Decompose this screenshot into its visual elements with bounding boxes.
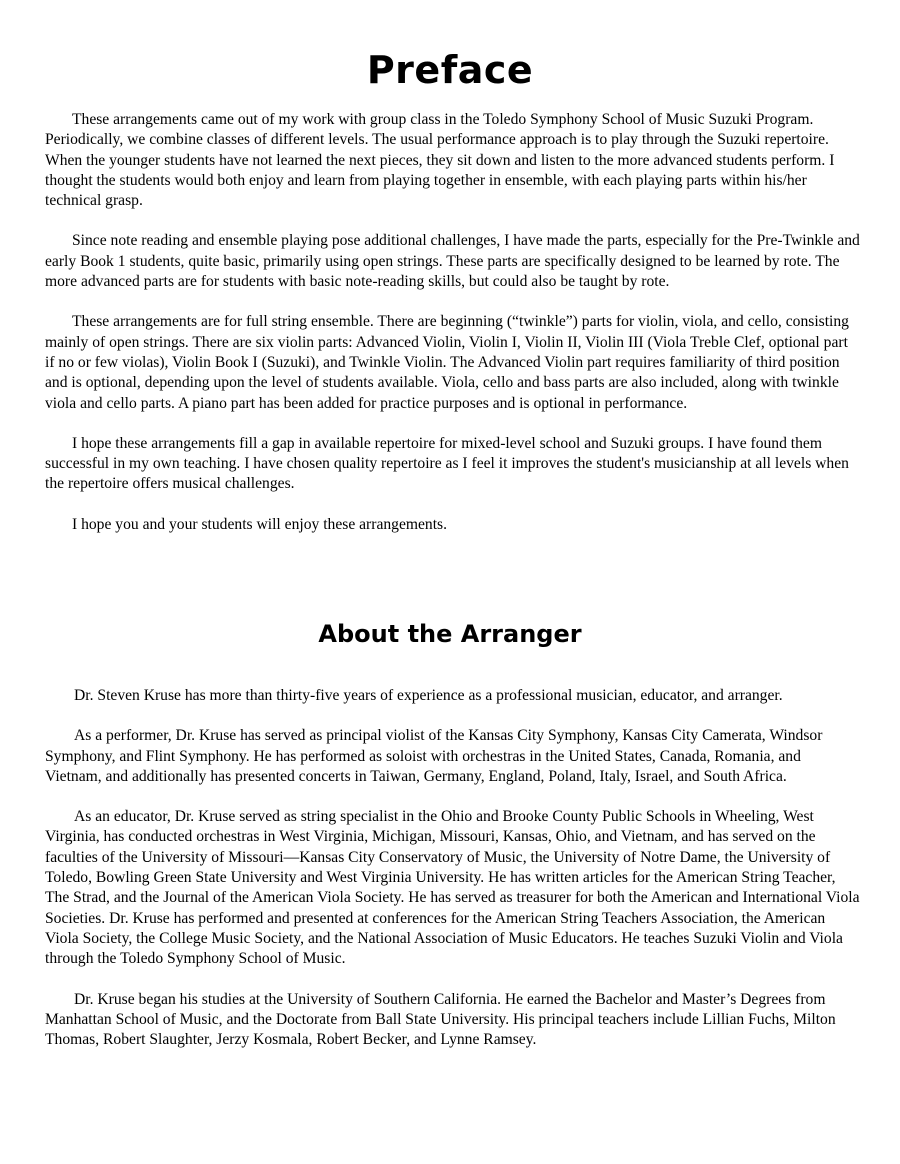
preface-paragraph: These arrangements are for full string ensemble. There are beginning (“twinkle”) parts for violin, viola, and cello, consisting mainly of open strings. There are six violin parts: Advanced Violin, Violin I, Violin II, Violin III (Viola Treble Clef, optional part if no or few violas), Violin Book I (Suzuki), and Twinkle Violin. The Advanced Violin part requires familiarity of third position and is optional, depending upon the level of students available. Viola, cello and bass parts are also included, along with twinkle viola and cello parts. A piano part has been added for practice purposes and is optional in performance. bbox=[45, 313, 849, 412]
preface-paragraph: These arrangements came out of my work with group class in the Toledo Symphony School of Music Suzuki Program. Periodically, we combine classes of different levels. The usual performance approach is to play through the Suzuki repertoire. When the younger students have not learned the next pieces, they sit down and listen to the more advanced students perform. I thought the students would both enjoy and learn from playing together in ensemble, with each playing parts within his/her technical grasp. bbox=[45, 111, 835, 210]
preface-paragraph: I hope these arrangements fill a gap in available repertoire for mixed-level school and Suzuki groups. I have found them successful in my own teaching. I have chosen quality repertoire as I feel it improves the student's musicianship at all levels when the repertoire offers musical challenges. bbox=[45, 434, 849, 493]
preface-title: Preface bbox=[366, 48, 534, 92]
arranger-title: About the Arranger bbox=[318, 620, 582, 648]
arranger-paragraph: As a performer, Dr. Kruse has served as principal violist of the Kansas City Symphony, Kansas City Camerata, Windsor Symphony, and Flint Symphony. He has performed as soloist with orchestras in the United States, Canada, Romania, and Vietnam, and additionally has presented concerts in Taiwan, Germany, England, Poland, Italy, Israel, and South Africa. bbox=[45, 727, 823, 785]
preface-body bbox=[45, 110, 861, 555]
arranger-body bbox=[45, 686, 861, 1070]
arranger-paragraph: Dr. Kruse began his studies at the University of Southern California. He earned the Bachelor and Master’s Degrees from Manhattan School of Music, and the Doctorate from Ball State University. His principal teachers include Lillian Fuchs, Milton Thomas, Robert Slaughter, Jerzy Kosmala, Robert Becker, and Lynne Ramsey. bbox=[45, 990, 836, 1049]
preface-paragraph: I hope you and your students will enjoy these arrangements. bbox=[72, 515, 448, 533]
arranger-paragraph: Dr. Steven Kruse has more than thirty-five years of experience as a professional musician, educator, and arranger. bbox=[74, 687, 783, 704]
arranger-paragraph: As an educator, Dr. Kruse served as string specialist in the Ohio and Brooke County Public Schools in Wheeling, West Virginia, has conducted orchestras in West Virginia, Michigan, Missouri, Kansas, Ohio, and Vietnam, and has served on the faculties of the University of Missouri—Kansas City Conservatory of Music, the University of Notre Dame, the University of Toledo, Bowling Green State University and West Virginia University. He has written articles for the American String Teacher, The Strad, and the Journal of the American Viola Society. He has served as treasurer for both the American and International Viola Societies. Dr. Kruse has performed and presented at conferences for the American String Teachers Association, the American Viola Society, the College Music Society, and the National Association of Music Educators. He teaches Suzuki Violin and Viola through the Toledo Symphony School of Music. bbox=[45, 808, 860, 968]
preface-paragraph: Since note reading and ensemble playing pose additional challenges, I have made the parts, especially for the Pre-Twinkle and early Book 1 students, quite basic, primarily using open strings. These parts are specifically designed to be learned by rote. The more advanced parts are for students with basic note-reading skills, but could also be taught by rote. bbox=[45, 232, 860, 291]
